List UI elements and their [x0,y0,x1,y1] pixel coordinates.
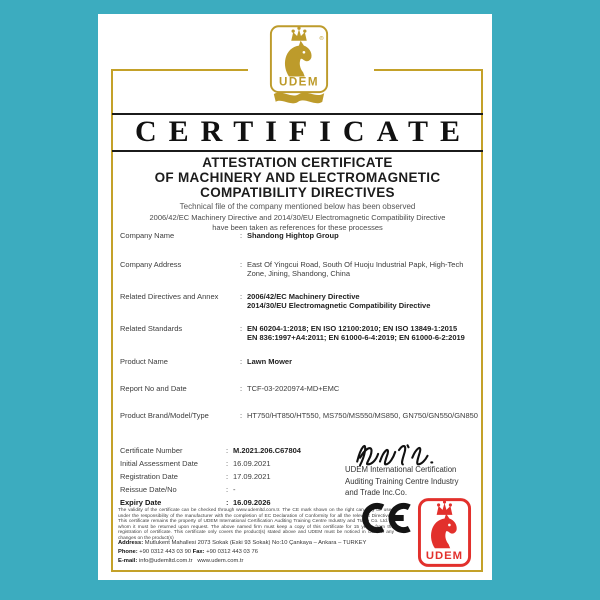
subtitle-line: OF MACHINERY AND ELECTROMAGNETIC [154,170,441,185]
field-value: 16.09.2026 [233,498,271,507]
legal-fine-print: The validity of the certificate can be checked through www.udemltd.com.tr. The CE mark shown on the right can only be used under the responsibility of the manufacturer with the completion of EC Declaration of Conformity for all the relevant Directives. This certificate remains the property of UDEM International Certification Auditing Training Centre Industry and Trade Co. Ltd. to whom it must be returned upon request. The above named firm must keep a copy of this certificate for 15 years from the registration of certificate. This certificate only covers the product(s) stated above and UDEM must be noticed in case of any changes on the product(s) [118,508,394,541]
colon: : [226,459,229,468]
field-label: Certificate Number [120,446,183,455]
field-value: East Of Yingcui Road, South Of Huoju Industrial Papk, High-Tech Zone, Jining, Shandong, China [247,260,464,278]
field-label: Company Name [120,231,175,240]
technical-file-note: Technical file of the company mentioned below has been observed [179,202,416,211]
field-value: 2006/42/EC Machinery Directive 2014/30/EU Electromagnetic Compatibility Directive [247,292,431,310]
field-row [120,384,480,393]
fax-label: Fax: [192,548,205,555]
field-value: Lawn Mower [247,357,293,366]
address-value: Mutlukent Mahallesi 2073 Sokak (Eski 93 Sokak) No:10 Çankaya – Ankara – TURKEY [144,540,367,546]
colon: : [226,472,229,481]
colon: : [240,384,243,393]
phone-value: +90 0312 443 03 90 [139,548,192,555]
website-value: www.udem.com.tr [197,557,244,564]
field-label: Reissue Date/No [120,485,177,494]
colon: : [240,324,243,333]
attestation-subtitle [112,155,483,200]
field-row [120,231,480,240]
colon: : [240,411,243,420]
ce-mark-icon [361,501,413,535]
logo-wordmark: UDEM [425,550,464,563]
colon: : [226,485,229,494]
field-label: Related Directives and Annex [120,292,219,301]
field-label: Expiry Date [120,498,162,507]
certificate-title: CERTIFICATE [134,115,473,148]
field-row [120,324,480,342]
registered-mark: ® [319,35,324,42]
field-value: 17.09.2021 [233,472,271,481]
colon: : [240,260,243,269]
certificate-page [98,14,492,580]
subtitle-line: COMPATIBILITY DIRECTIVES [200,185,395,200]
issuer-line: UDEM International Certification [345,465,457,474]
subtitle-line: ATTESTATION CERTIFICATE [202,155,393,170]
colon: : [226,446,229,455]
title-rule-bottom [112,150,483,152]
colon: : [240,231,243,240]
field-label: Report No and Date [120,384,187,393]
field-label: Product Brand/Model/Type [120,411,209,420]
address-label: Address: [118,540,144,546]
colon: : [240,292,243,301]
email-label: E-mail: [118,557,138,564]
fax-value: +90 0312 443 03 76 [206,548,258,555]
note-line: have been taken as references for these processes [212,222,383,232]
field-value: M.2021.206.C67804 [233,446,301,455]
field-value: Shandong Hightop Group [247,231,339,240]
field-row [120,357,480,366]
phone-label: Phone: [118,548,138,555]
field-value: TCF-03-2020974-MD+EMC [247,384,340,393]
field-value: - [233,485,236,494]
email-value: info@udemltd.com.tr [138,557,193,564]
colon: : [226,498,229,507]
field-row [120,411,480,420]
field-label: Initial Assessment Date [120,459,198,468]
field-label: Related Standards [120,324,183,333]
note-line: 2006/42/EC Machinery Directive and 2014/30/EU Electromagnetic Compatibility Directive [149,213,446,222]
udem-logo-red-icon [417,497,472,568]
issuer-line: and Trade Inc.Co. [345,488,407,497]
field-row [120,260,480,278]
field-label: Registration Date [120,472,178,481]
field-value: HT750/HT850/HT550, MS750/MS550/MS850, GN750/GN550/GN850 [247,411,478,420]
logo-wordmark: UDEM [279,75,319,89]
field-row [120,292,480,310]
colon: : [240,357,243,366]
field-label: Product Name [120,357,168,366]
issuer-line: Auditing Training Centre Industry [345,476,459,486]
directives-reference-note [112,213,483,232]
field-value: 16.09.2021 [233,459,271,468]
field-label: Company Address [120,260,182,269]
field-value: EN 60204-1:2018; EN ISO 12100:2010; EN ISO 13849-1:2015 EN 836:1997+A4:2011; EN 61000-6-4:2019; EN 61000-6-2:2019 [247,324,465,342]
issuer-block [345,464,485,499]
udem-logo-gold-icon [268,22,330,108]
